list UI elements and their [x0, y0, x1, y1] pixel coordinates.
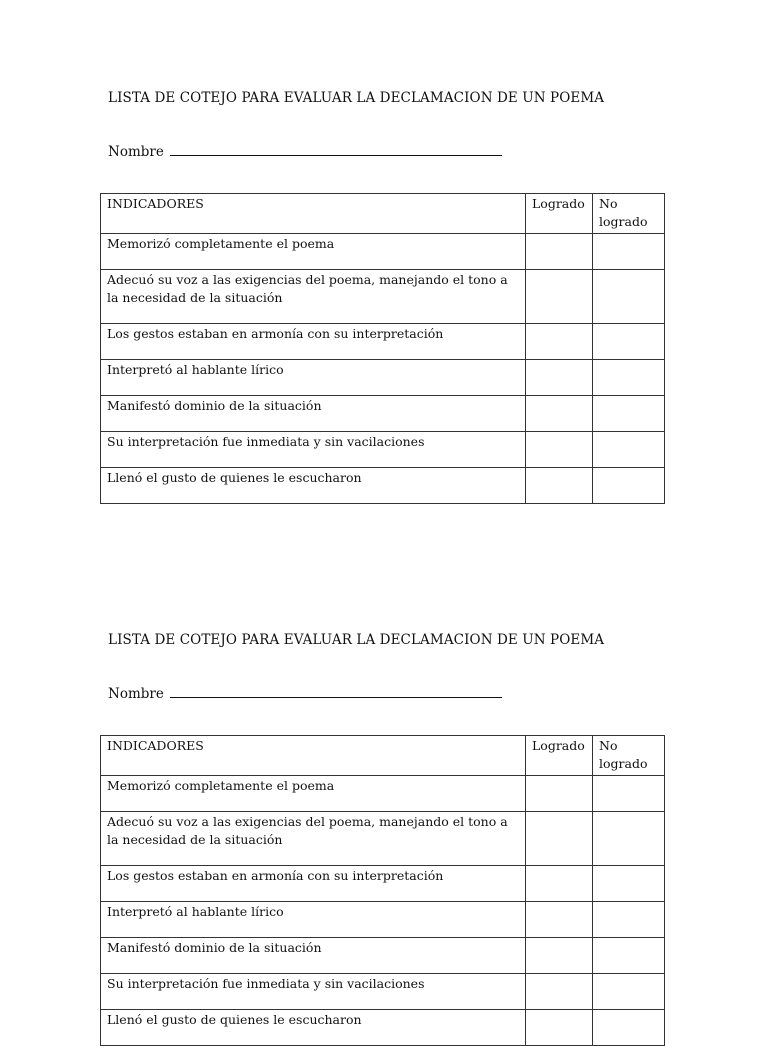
table-row — [101, 234, 665, 270]
not-achieved-check-cell[interactable] — [593, 468, 665, 504]
achieved-check-cell[interactable] — [526, 902, 593, 938]
table-row — [101, 468, 665, 504]
table-row — [101, 360, 665, 396]
table-row — [101, 270, 665, 324]
not-achieved-check-cell[interactable] — [593, 324, 665, 360]
not-achieved-check-cell[interactable] — [593, 1010, 665, 1046]
table-row — [101, 938, 665, 974]
table-row — [101, 866, 665, 902]
achieved-check-cell[interactable] — [526, 432, 593, 468]
indicator-cell: Manifestó dominio de la situación — [101, 938, 526, 974]
indicator-cell: Adecuó su voz a las exigencias del poema, manejando el tono a la necesidad de la situación — [101, 270, 526, 324]
table-header-row — [101, 736, 665, 776]
header-achieved: Logrado — [526, 194, 593, 234]
table-row — [101, 396, 665, 432]
header-not-achieved: No logrado — [593, 736, 665, 776]
not-achieved-check-cell[interactable] — [593, 776, 665, 812]
achieved-check-cell[interactable] — [526, 270, 593, 324]
not-achieved-check-cell[interactable] — [593, 974, 665, 1010]
achieved-check-cell[interactable] — [526, 234, 593, 270]
checklist-table — [100, 193, 665, 504]
form-title: LISTA DE COTEJO PARA EVALUAR LA DECLAMACION DE UN POEMA — [108, 90, 605, 106]
achieved-check-cell[interactable] — [526, 812, 593, 866]
name-blank-line[interactable] — [170, 142, 502, 156]
not-achieved-check-cell[interactable] — [593, 866, 665, 902]
indicator-cell: Llenó el gusto de quienes le escucharon — [101, 1010, 526, 1046]
header-indicators: INDICADORES — [101, 736, 526, 776]
indicator-cell: Manifestó dominio de la situación — [101, 396, 526, 432]
not-achieved-check-cell[interactable] — [593, 234, 665, 270]
name-blank-line[interactable] — [170, 684, 502, 698]
indicator-cell: Memorizó completamente el poema — [101, 776, 526, 812]
indicator-cell: Los gestos estaban en armonía con su interpretación — [101, 866, 526, 902]
achieved-check-cell[interactable] — [526, 1010, 593, 1046]
form-title: LISTA DE COTEJO PARA EVALUAR LA DECLAMACION DE UN POEMA — [108, 632, 605, 648]
table-row — [101, 1010, 665, 1046]
achieved-check-cell[interactable] — [526, 324, 593, 360]
indicator-cell: Interpretó al hablante lírico — [101, 902, 526, 938]
name-field — [108, 142, 502, 160]
name-label: Nombre — [108, 686, 164, 702]
name-field — [108, 684, 502, 702]
indicator-cell: Memorizó completamente el poema — [101, 234, 526, 270]
not-achieved-check-cell[interactable] — [593, 812, 665, 866]
indicator-cell: Llenó el gusto de quienes le escucharon — [101, 468, 526, 504]
achieved-check-cell[interactable] — [526, 974, 593, 1010]
indicator-cell: Interpretó al hablante lírico — [101, 360, 526, 396]
achieved-check-cell[interactable] — [526, 396, 593, 432]
not-achieved-check-cell[interactable] — [593, 360, 665, 396]
indicator-cell: Los gestos estaban en armonía con su interpretación — [101, 324, 526, 360]
table-row — [101, 432, 665, 468]
table-row — [101, 324, 665, 360]
checklist-table — [100, 735, 665, 1046]
achieved-check-cell[interactable] — [526, 776, 593, 812]
indicator-cell: Adecuó su voz a las exigencias del poema, manejando el tono a la necesidad de la situación — [101, 812, 526, 866]
table-row — [101, 974, 665, 1010]
indicator-cell: Su interpretación fue inmediata y sin vacilaciones — [101, 974, 526, 1010]
name-label: Nombre — [108, 144, 164, 160]
not-achieved-check-cell[interactable] — [593, 938, 665, 974]
achieved-check-cell[interactable] — [526, 938, 593, 974]
table-header-row — [101, 194, 665, 234]
achieved-check-cell[interactable] — [526, 866, 593, 902]
header-indicators: INDICADORES — [101, 194, 526, 234]
achieved-check-cell[interactable] — [526, 360, 593, 396]
indicator-cell: Su interpretación fue inmediata y sin vacilaciones — [101, 432, 526, 468]
table-row — [101, 776, 665, 812]
not-achieved-check-cell[interactable] — [593, 432, 665, 468]
table-row — [101, 902, 665, 938]
table-row — [101, 812, 665, 866]
achieved-check-cell[interactable] — [526, 468, 593, 504]
header-achieved: Logrado — [526, 736, 593, 776]
header-not-achieved: No logrado — [593, 194, 665, 234]
not-achieved-check-cell[interactable] — [593, 902, 665, 938]
not-achieved-check-cell[interactable] — [593, 396, 665, 432]
not-achieved-check-cell[interactable] — [593, 270, 665, 324]
